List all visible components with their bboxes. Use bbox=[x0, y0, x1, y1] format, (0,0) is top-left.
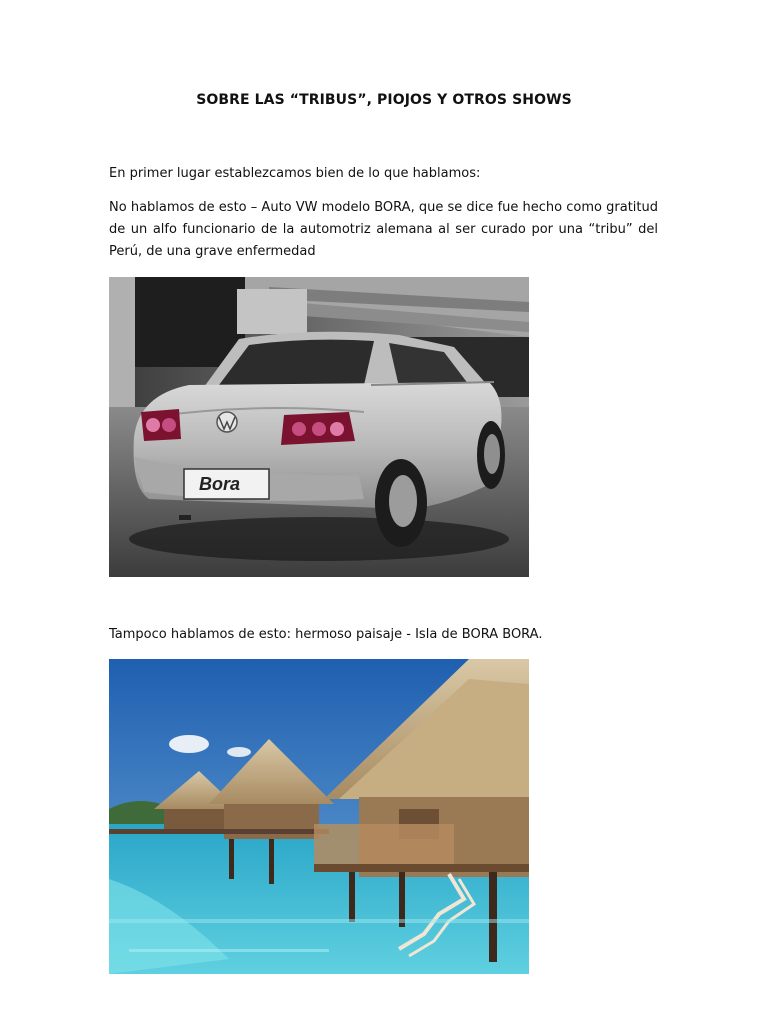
intro-paragraph: En primer lugar establezcamos bien de lo que hablamos: bbox=[109, 166, 481, 181]
vw-bora-car-photo bbox=[109, 277, 529, 577]
car-photo-graphic bbox=[109, 277, 529, 577]
document-title: SOBRE LAS “TRIBUS”, PIOJOS Y OTROS SHOWS bbox=[196, 92, 572, 108]
island-photo-graphic bbox=[109, 659, 529, 974]
island-description-paragraph: Tampoco hablamos de esto: hermoso paisaje - Isla de BORA BORA. bbox=[109, 627, 543, 642]
car-plate-text: Bora bbox=[199, 474, 241, 494]
car-description-paragraph: No hablamos de esto – Auto VW modelo BORA, que se dice fue hecho como gratitud de un alfo funcionario de la automotriz alemana al ser curado por una “tribu” del Perú, de una grave enfermedad bbox=[109, 200, 658, 259]
bora-bora-landscape-photo bbox=[109, 659, 529, 974]
